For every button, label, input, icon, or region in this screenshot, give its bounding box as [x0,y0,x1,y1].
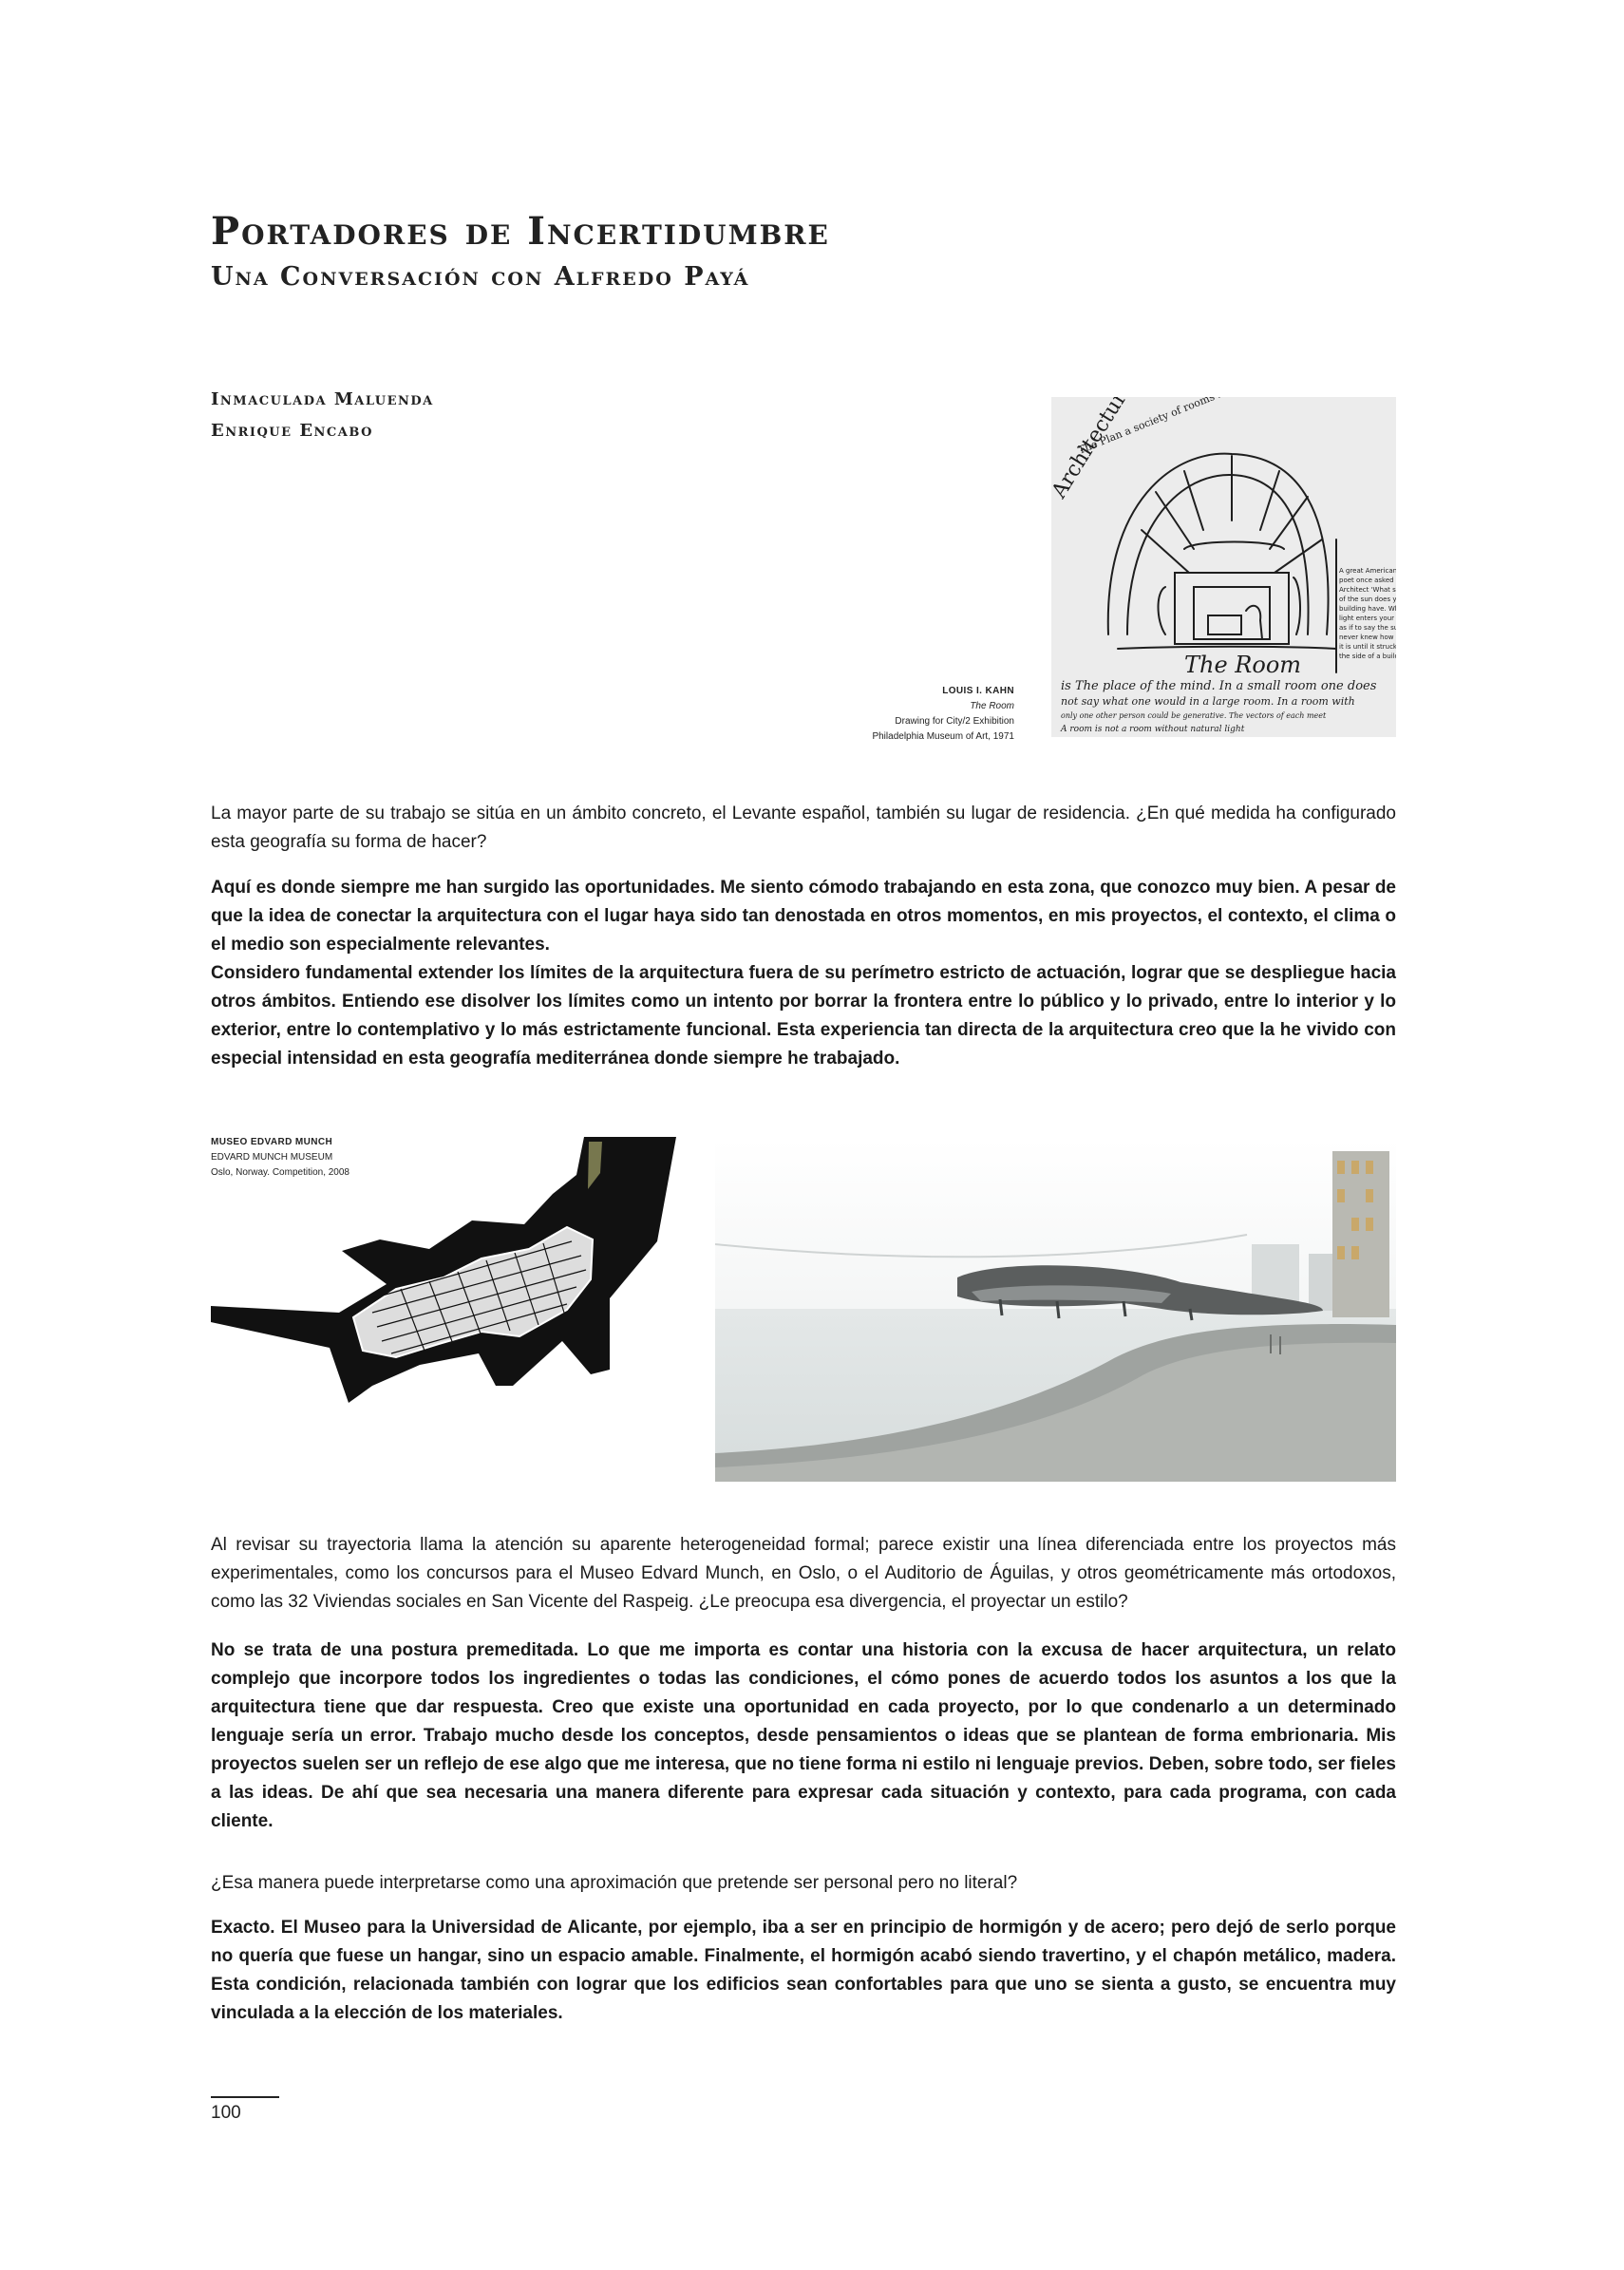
answer-paragraph: Considero fundamental extender los límites de la arquitectura fuera de su perímetro estricto de actuación, lograr que se despliegue hacia otros ámbitos. Entiendo ese disolver los límites como un intento por borrar la frontera entre lo público y lo privado, entre lo interior y lo exterior, entre lo contemplativo y lo más estrictamente funcional. Esta experiencia tan directa de la arquitectura creo que la he vivido con especial intensidad en esta geografía mediterránea donde siempre he trabajado. [211,963,1396,1069]
caption-line: Philadelphia Museum of Art, 1971 [872,731,1014,742]
caption-line: Drawing for City/2 Exhibition [895,716,1014,727]
drawing-text: is The place of the mind. In a small room one does [1061,679,1377,693]
caption-title: MUSEO EDVARD MUNCH [211,1137,333,1147]
question-paragraph: Al revisar su trayectoria llama la atención su aparente heterogeneidad formal; parece existir una línea diferenciada entre los proyectos más experimentales, como los concursos para el Museo Edvard Munch, en Oslo, o el Auditorio de Águilas, y otros geométricamente más ortodoxos, como las 32 Viviendas sociales en San Vicente del Raspeig. ¿Le preocupa esa divergencia, el proyectar un estilo? [211,1535,1396,1612]
munch-caption [211,1135,496,1181]
drawing-text: The Room [1184,652,1302,678]
drawing-text: never knew how [1339,634,1394,641]
answer-paragraph: Exacto. El Museo para la Universidad de Alicante, por ejemplo, iba a ser en principio de hormigón y de acero; pero dejó de serlo porque no quería que fuese un hangar, sino un espacio amable. Finalmente, el hormigón acabó siendo travertino, y el chapón metálico, madera. Esta condición, relacionada también con lograr que los edificios sean confortables para que uno se sienta a gusto, se encuentra muy vinculada a la elección de los materiales. [211,1918,1396,2023]
caption-line: EDVARD MUNCH MUSEUM [211,1152,333,1163]
drawing-text: Architect 'What s [1339,586,1396,594]
caption-title: The Room [970,701,1014,711]
plan-svg [211,1137,686,1450]
drawing-text: the side of a buil [1339,653,1395,660]
author-name: Inmaculada Maluenda [211,389,434,409]
drawing-text: only one other person could be generative. The vectors of each meet [1061,711,1327,720]
question-paragraph: ¿Esa manera puede interpretarse como una aproximación que pretende ser personal pero no literal? [211,1873,1018,1893]
drawing-text: as if to say the sun [1339,624,1396,632]
drawing-text: it is until it struck [1339,643,1396,651]
article-subtitle: Una Conversación con Alfredo Payá [211,262,750,292]
kahn-caption [836,684,1014,745]
answer-paragraph: Aquí es donde siempre me han surgido las oportunidades. Me siento cómodo trabajando en esta zona, que conozco muy bien. A pesar de que la idea de conectar la arquitectura con el lugar haya sido tan denostada en otros momentos, en mis proyectos, el contexto, el clima o el medio son especialmente relevantes. [211,878,1396,955]
page-number-rule [211,2096,279,2098]
kahn-drawing-svg [1051,397,1396,737]
drawing-text: of the sun does y [1339,596,1396,603]
render-svg [715,1140,1396,1482]
munch-museum-plan [211,1137,686,1450]
answer-paragraph: No se trata de una postura premeditada. Lo que me importa es contar una historia con la excusa de hacer arquitectura, un relato complejo que incorpore todos los ingredientes o todas las condiciones, el cómo pones de acuerdo todos los asuntos a los que la arquitectura tiene que dar respuesta. Creo que existe una oportunidad en cada proyecto, por lo que condenarlo a un determinado lenguaje sería un error. Trabajo mucho desde los conceptos, desde pensamientos o ideas que se plantean de forma embrionaria. Mis proyectos suelen ser un reflejo de ese algo que me interesa, que no tiene forma ni estilo ni lenguaje previos. Deben, sobre todo, ser fieles a las ideas. De ahí que sea necesaria una manera diferente para expresar cada situación y contexto, para cada programa, con cada cliente. [211,1640,1396,1831]
page-number: 100 [211,2103,241,2123]
article-title: Portadores de Incertidumbre [211,209,830,254]
caption-author: LOUIS I. KAHN [942,686,1014,696]
author-name: Enrique Encabo [211,421,373,441]
munch-museum-render [715,1140,1396,1482]
drawing-text: not say what one would in a large room. In a room with [1061,695,1355,708]
question-paragraph: La mayor parte de su trabajo se sitúa en un ámbito concreto, el Levante español, también su lugar de residencia. ¿En qué medida ha configurado esta geografía su forma de hacer? [211,804,1396,852]
drawing-text: poet once asked [1339,577,1394,584]
drawing-text: A great American [1339,567,1396,575]
caption-line: Oslo, Norway. Competition, 2008 [211,1167,349,1178]
drawing-text: light enters your [1339,615,1395,622]
drawing-text: A room is not a room without natural light [1061,725,1245,734]
drawing-text: building have. W [1339,605,1395,613]
kahn-room-drawing [1051,397,1396,737]
